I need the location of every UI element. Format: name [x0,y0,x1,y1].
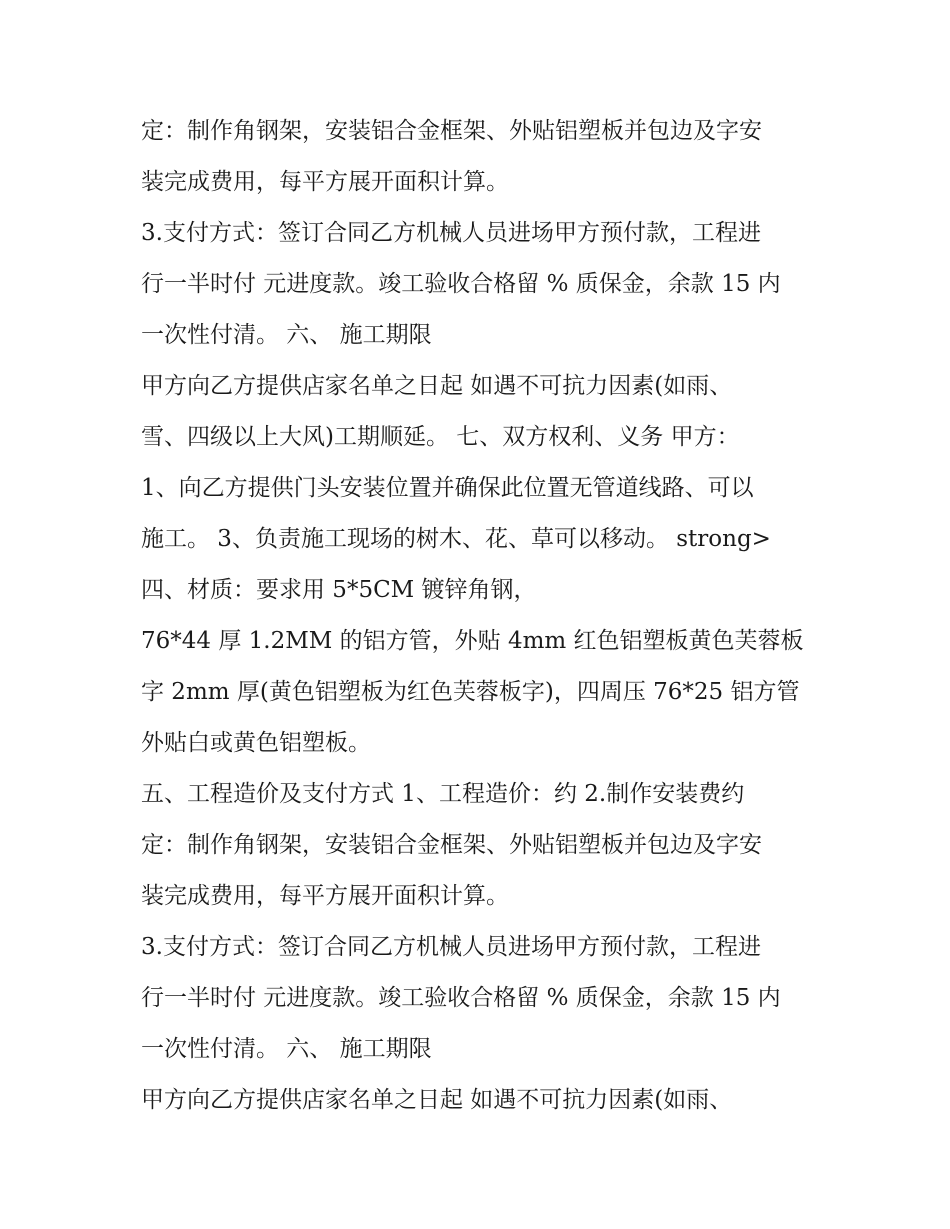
text-line: 一次性付清。 六、 施工期限 [141,1036,432,1062]
text-line: 定：制作角钢架，安装铝合金框架、外贴铝塑板并包边及字安 [141,832,762,858]
text-line: 1、向乙方提供门头安装位置并确保此位置无管道线路、可以 [141,475,754,501]
text-line: 3.支付方式：签订合同乙方机械人员进场甲方预付款，工程进 [141,934,761,960]
text-line: 外贴白或黄色铝塑板。 [141,730,371,756]
text-line: 四、材质：要求用 5*5CM 镀锌角钢， [141,577,537,603]
text-line: 甲方向乙方提供店家名单之日起 如遇不可抗力因素(如雨、 [141,373,733,399]
text-line: 定：制作角钢架，安装铝合金框架、外贴铝塑板并包边及字安 [141,118,762,144]
text-line: 装完成费用，每平方展开面积计算。 [141,169,509,195]
text-line: 施工。 3、负责施工现场的树木、花、草可以移动。 strong> [141,526,771,552]
text-line: 3.支付方式：签订合同乙方机械人员进场甲方预付款，工程进 [141,220,761,246]
text-line: 五、工程造价及支付方式 1、工程造价：约 2.制作安装费约 [141,781,745,807]
text-line: 雪、四级以上大风)工期顺延。 七、双方权利、义务 甲方： [141,424,740,450]
text-line: 一次性付清。 六、 施工期限 [141,322,432,348]
text-line: 行一半时付 元进度款。竣工验收合格留 % 质保金，余款 15 内 [141,985,781,1011]
text-line: 76*44 厚 1.2MM 的铝方管，外贴 4mm 红色铝塑板黄色芙蓉板 [141,628,804,654]
text-line: 甲方向乙方提供店家名单之日起 如遇不可抗力因素(如雨、 [141,1087,733,1113]
text-line: 字 2mm 厚(黄色铝塑板为红色芙蓉板字)，四周压 76*25 铝方管 [141,679,800,705]
text-line: 装完成费用，每平方展开面积计算。 [141,883,509,909]
document-page [141,106,821,1126]
text-line: 行一半时付 元进度款。竣工验收合格留 % 质保金，余款 15 内 [141,271,781,297]
